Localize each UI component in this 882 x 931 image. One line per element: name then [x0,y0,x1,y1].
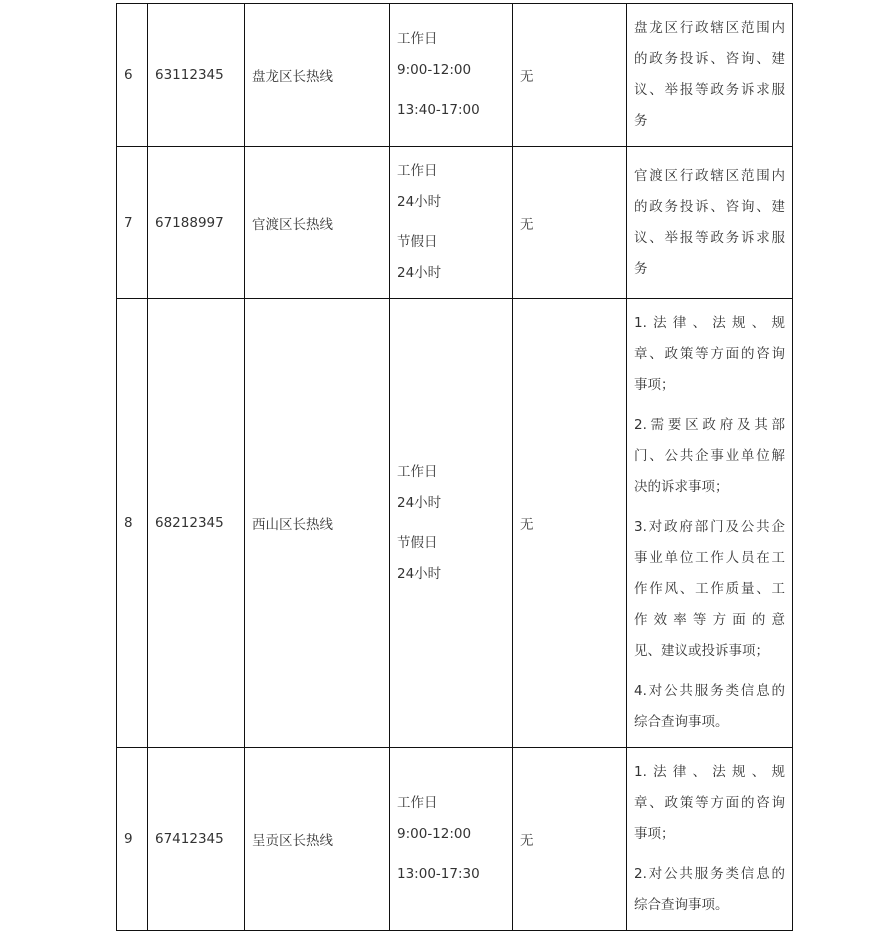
service-scope [627,299,793,748]
hotline-name: 西山区长热线 [245,299,390,748]
text-line: 工作日 [397,463,438,480]
fee: 无 [513,299,627,748]
fee: 无 [513,147,627,299]
text-line: 节假日 [397,534,438,551]
text-line: 务 [634,260,648,277]
service-hours [390,299,513,748]
paragraph [397,859,505,890]
fee: 无 [513,748,627,931]
hotline-name: 呈贡区长热线 [245,748,390,931]
row-number: 8 [117,299,148,748]
paragraph [634,13,785,137]
phone-number: 67188997 [148,147,245,299]
hotline-name: 盘龙区长热线 [245,4,390,147]
text-line: 24小时 [397,265,442,281]
paragraph [634,859,785,921]
text-line: 事项； [634,826,675,842]
text-line: 见、建议或投诉事项； [634,643,769,659]
text-line: 工作日 [397,795,438,811]
text-line: 13:40-17:00 [397,102,480,118]
service-scope [627,748,793,931]
table-row [117,299,793,748]
service-scope [627,4,793,147]
text-line: 1.法律、法规、规 [634,315,785,331]
text-line: 4.对公共服务类信息的 [634,683,785,699]
paragraph [634,308,785,401]
table-row [117,147,793,299]
hotline-table [116,3,793,931]
text-line: 3.对政府部门及公共企 [634,519,785,535]
paragraph [397,227,505,289]
text-line: 事项； [634,377,675,393]
text-line: 事业单位工作人员在工 [634,550,785,566]
text-line: 盘龙区行政辖区范围内 [634,20,785,36]
text-line: 2.对公共服务类信息的 [634,866,785,882]
text-line: 章、政策等方面的咨询 [634,346,785,362]
paragraph [634,757,785,850]
phone-number: 67412345 [148,748,245,931]
text-line: 章、政策等方面的咨询 [634,795,785,811]
text-line: 24小时 [397,494,442,511]
text-line: 工作日 [397,163,438,179]
text-line: 节假日 [397,234,438,250]
paragraph [397,788,505,850]
text-line: 决的诉求事项； [634,479,729,495]
text-line: 作效率等方面的意 [634,612,785,628]
row-number: 7 [117,147,148,299]
text-line: 作作风、工作质量、工 [634,581,785,597]
text-line: 门、公共企事业单位解 [634,448,785,464]
row-number: 6 [117,4,148,147]
hotline-name: 官渡区长热线 [245,147,390,299]
paragraph [634,676,785,738]
text-line: 24小时 [397,565,442,582]
text-line: 议、举报等政务诉求服 [634,82,785,98]
text-line: 的政务投诉、咨询、建 [634,51,785,67]
paragraph [634,410,785,503]
paragraph [634,161,785,285]
service-hours [390,4,513,147]
paragraph [397,457,505,519]
row-number: 9 [117,748,148,931]
paragraph [397,95,505,126]
text-line: 的政务投诉、咨询、建 [634,198,785,215]
text-line: 24小时 [397,194,442,210]
text-line: 官渡区行政辖区范围内 [634,167,785,184]
text-line: 2.需要区政府及其部 [634,417,785,433]
fee: 无 [513,4,627,147]
paragraph [397,24,505,86]
service-hours [390,147,513,299]
paragraph [397,156,505,218]
paragraph [397,528,505,590]
text-line: 工作日 [397,31,438,47]
text-line: 13:00-17:30 [397,866,480,882]
table-row [117,4,793,147]
table-row [117,748,793,931]
service-hours [390,748,513,931]
phone-number: 68212345 [148,299,245,748]
phone-number: 63112345 [148,4,245,147]
text-line: 务 [634,113,648,129]
text-line: 9:00-12:00 [397,826,472,842]
text-line: 议、举报等政务诉求服 [634,229,785,246]
paragraph [634,512,785,667]
text-line: 1.法律、法规、规 [634,764,785,780]
text-line: 综合查询事项。 [634,714,729,730]
service-scope [627,147,793,299]
text-line: 9:00-12:00 [397,62,472,78]
text-line: 综合查询事项。 [634,897,729,913]
